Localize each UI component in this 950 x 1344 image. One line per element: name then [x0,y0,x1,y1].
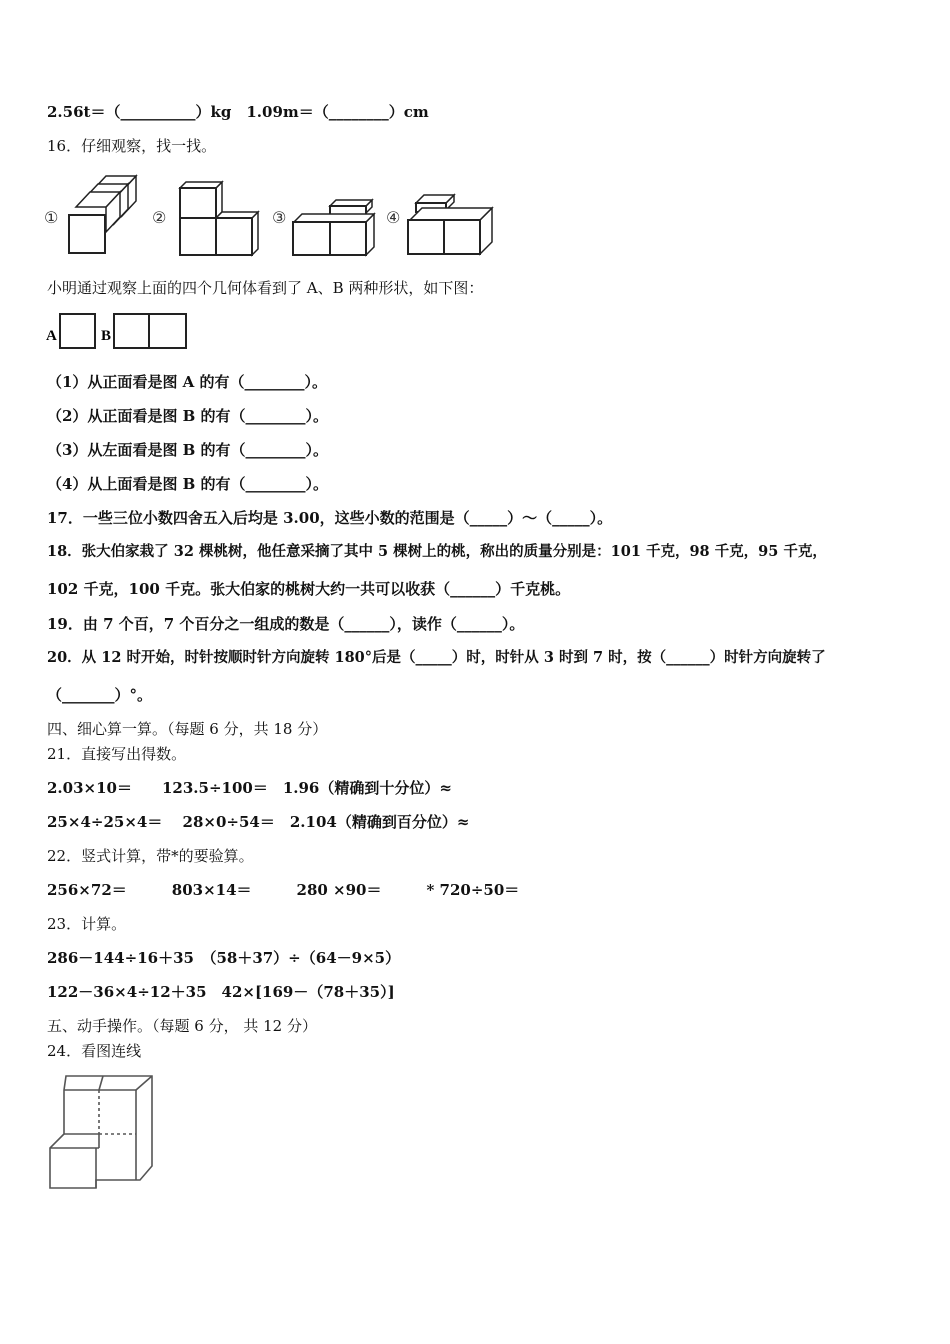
shape-b-square-left [114,314,149,348]
question-21-row-2: 25×4÷25×4＝ 28×0÷54＝ 2.104（精确到百分位）≈ [47,813,470,831]
question-23-title: 23．计算。 [47,915,127,933]
solid-4-number: ④ [386,208,401,227]
question-16-part-2: （2）从正面看是图 B 的有（________）。 [47,407,329,425]
question-22-title: 22．竖式计算，带*的要验算。 [47,847,254,865]
question-16-part-1: （1）从正面看是图 A 的有（________）。 [47,373,328,391]
shape-b-label: B [101,328,112,344]
question-23-row-1: 286－144÷16＋35 （58＋37）÷（64－9×5） [47,949,401,967]
section-4-heading: 四、细心算一算。（每题 6 分，共 18 分） [47,720,328,738]
question-21-title: 21．直接写出得数。 [47,745,187,763]
shapes-a-b-figure [44,312,204,352]
question-24-title: 24．看图连线 [47,1042,142,1060]
solid-1-cubes [69,176,136,253]
question-23-row-2: 122－36×4÷12＋35 42×[169－（78＋35）] [47,983,395,1001]
question-16-part-3: （3）从左面看是图 B 的有（________）。 [47,441,329,459]
question-21-row-1: 2.03×10＝ 123.5÷100＝ 1.96（精确到十分位）≈ [47,779,452,797]
solid-2-number: ② [152,208,167,227]
cube-solids-figure [40,170,510,265]
question-24-solid-figure [44,1072,164,1197]
solid-3-cubes [293,200,374,255]
shape-a-label: A [46,328,57,344]
question-17: 17．一些三位小数四舍五入后均是 3.00，这些小数的范围是（_____）～（_____）。 [47,509,613,527]
question-20-line-2: （_______）°。 [47,686,153,704]
question-16-title: 16．仔细观察，找一找。 [47,137,217,155]
question-16-description: 小明通过观察上面的四个几何体看到了 A、B 两种形状，如下图： [47,279,484,297]
solid-3-number: ③ [272,208,287,227]
question-18-line-1: 18．张大伯家栽了 32 棵桃树，他任意采摘了其中 5 棵树上的桃，称出的质量分别是：101 千克，98 千克，95 千克， [47,543,827,560]
line-unit-conversion: 2.56t＝（__________）kg 1.09m＝（________）cm [47,103,429,121]
question-20-line-1: 20．从 12 时开始，时针按顺时针方向旋转 180°后是（_____）时，时针从 3 时到 7 时，按（______）时针方向旋转了 [47,649,826,666]
question-22-row-1: 256×72＝ 803×14＝ 280 ×90＝ * 720÷50＝ [47,881,520,899]
shape-b-square-right [149,314,186,348]
section-5-heading: 五、动手操作。（每题 6 分， 共 12 分） [47,1017,317,1035]
question-16-part-4: （4）从上面看是图 B 的有（________）。 [47,475,329,493]
question-19: 19．由 7 个百，7 个百分之一组成的数是（______），读作（______）。 [47,615,525,633]
question-18-line-2: 102 千克，100 千克。张大伯家的桃树大约一共可以收获（______）千克桃。 [47,580,571,598]
solid-1-number: ① [44,208,59,227]
solid-2-cubes [180,182,258,255]
solid-4-cubes [408,195,492,254]
shape-a-square [60,314,95,348]
